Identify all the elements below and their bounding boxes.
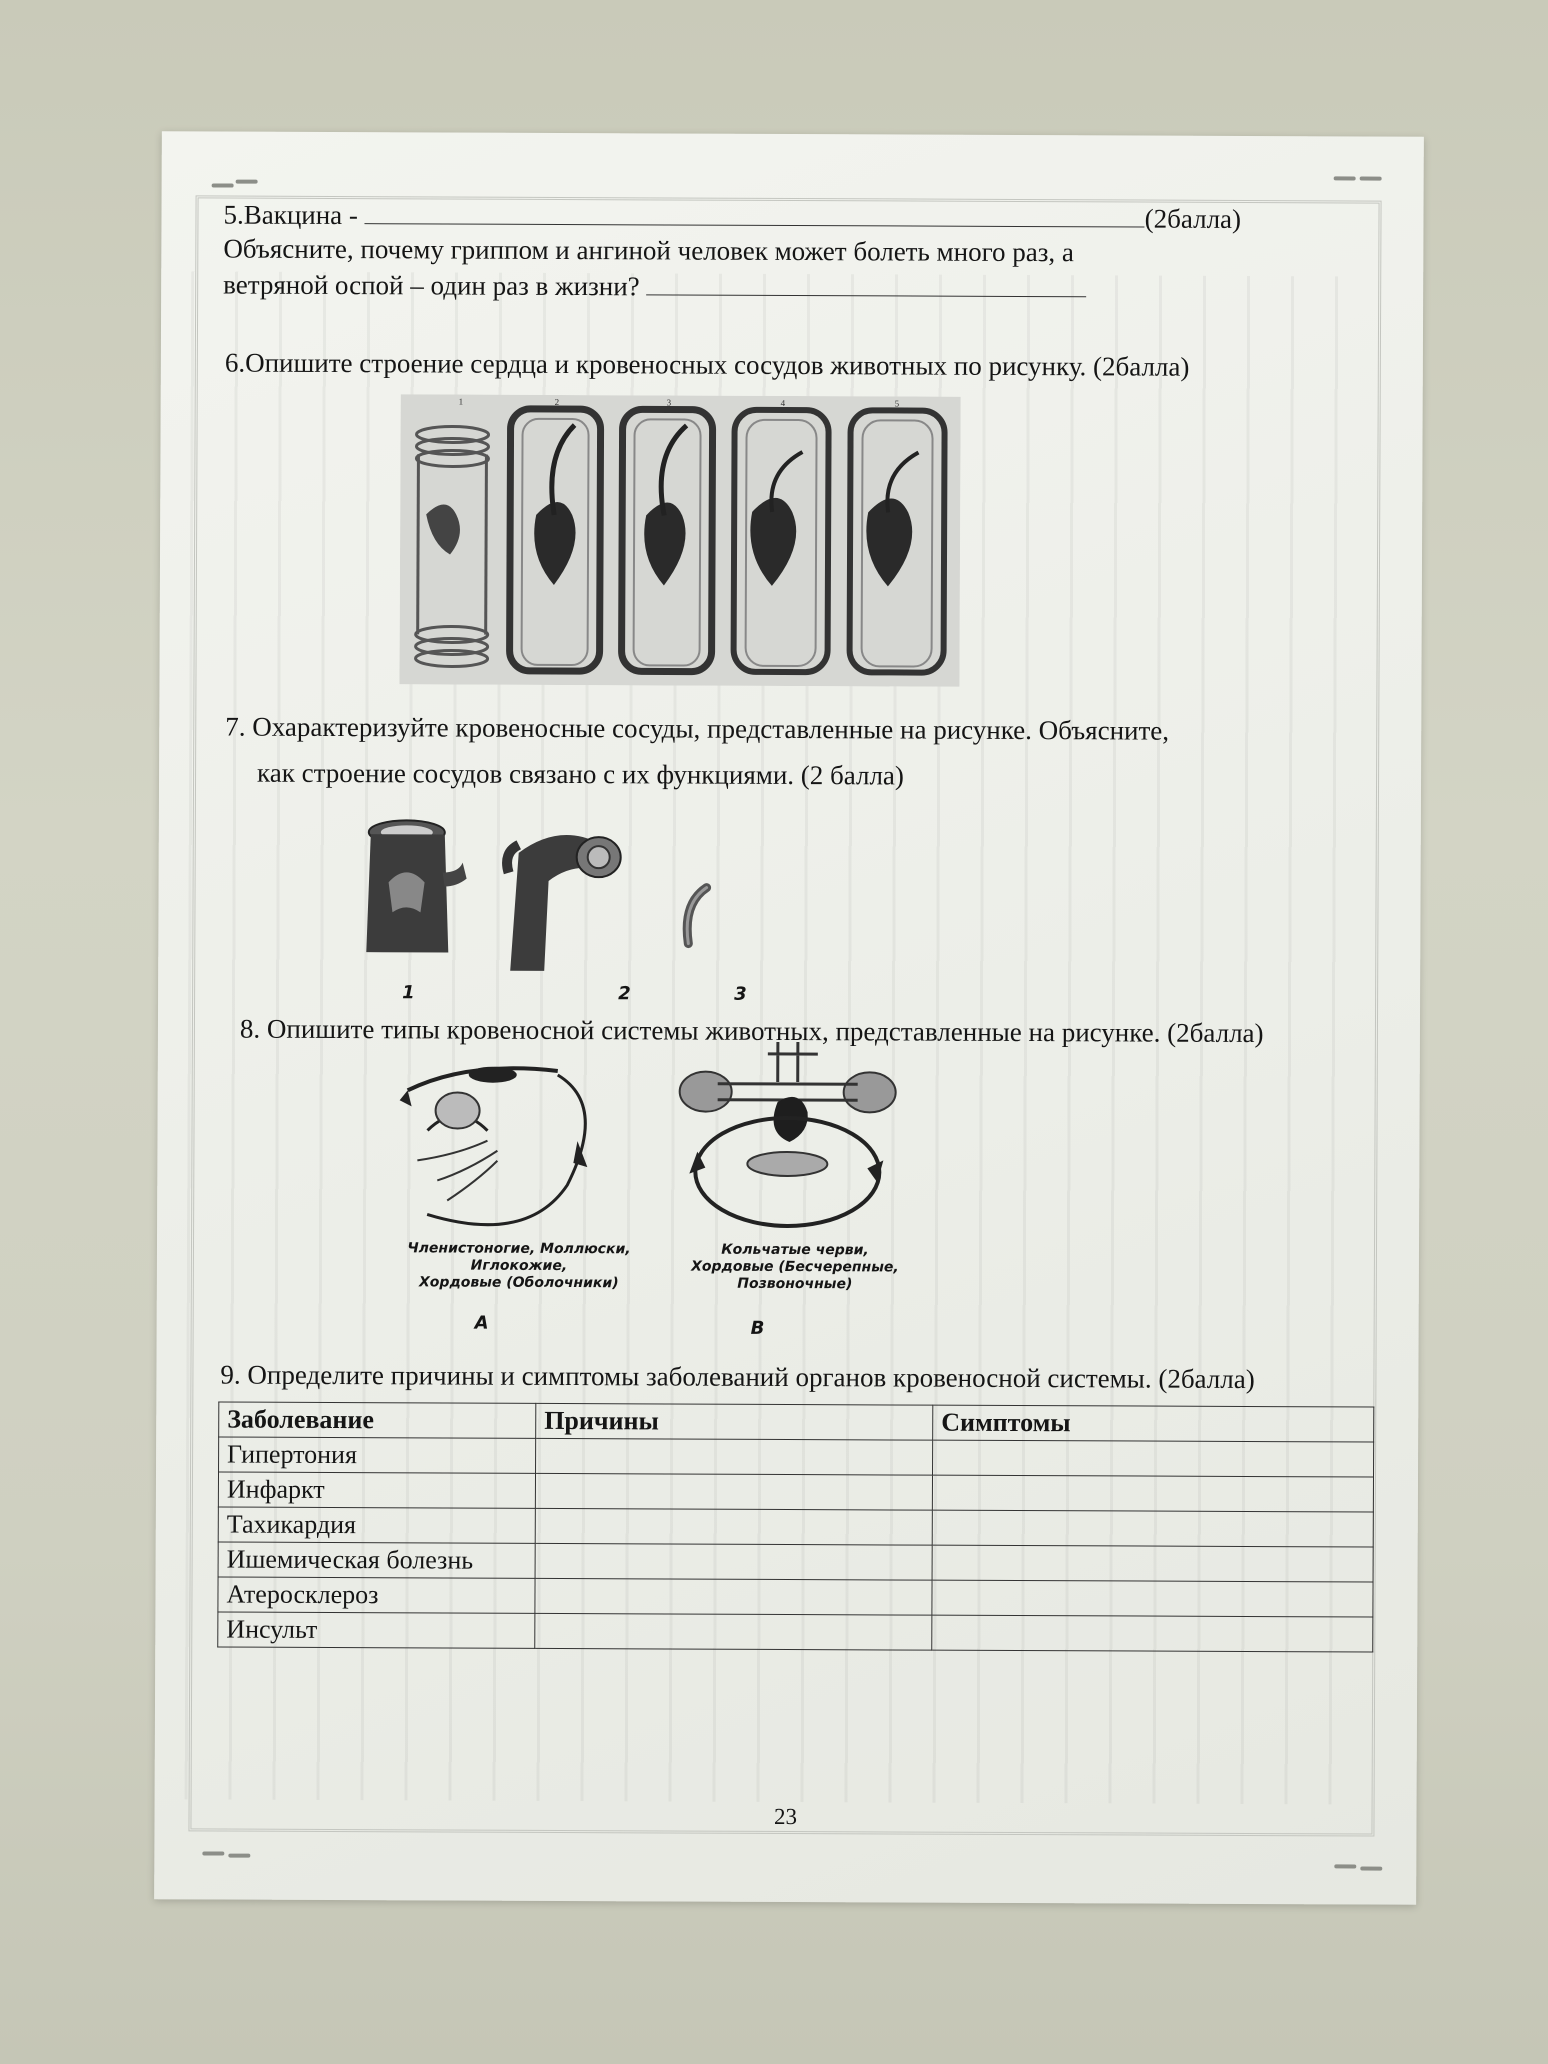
q5-line1 — [223, 198, 1241, 236]
staple-bottom-right — [1334, 1864, 1356, 1868]
vessel-2-artery — [507, 835, 621, 971]
staple-bottom-right-2 — [1360, 1867, 1382, 1871]
symptoms-cell[interactable] — [933, 1440, 1374, 1477]
symptoms-cell[interactable] — [932, 1580, 1373, 1617]
label-b: В — [750, 1317, 765, 1339]
q8-question: 8. Опишите типы кровеносной системы животных, представленные на рисунке. (2балла) — [239, 1013, 1264, 1049]
circulatory-open-figure — [377, 1050, 608, 1241]
symptoms-cell[interactable] — [932, 1545, 1373, 1582]
disease-name: Атеросклероз — [218, 1577, 535, 1613]
caption-a-line2: Иглокожие, — [470, 1257, 568, 1275]
caption-b — [677, 1242, 913, 1294]
circulatory-closed-figure — [677, 1032, 898, 1233]
blood-vessels-figure — [358, 812, 759, 984]
staple-bottom-left — [202, 1851, 224, 1855]
causes-cell[interactable] — [536, 1438, 933, 1475]
worksheet-page — [154, 131, 1424, 1904]
disease-name: Тахикардия — [218, 1507, 535, 1543]
caption-b-line2: Хордовые (Бесчерепные, — [691, 1258, 899, 1276]
symptoms-cell[interactable] — [932, 1615, 1373, 1652]
label-a: А — [474, 1312, 489, 1334]
symptoms-cell[interactable] — [932, 1475, 1373, 1512]
panel-number-4: 4 — [780, 397, 786, 408]
q5-vaccine-label: 5.Вакцина - — [223, 199, 359, 231]
q5-question: ветряной оспой – один раз в жизни? — [223, 269, 640, 302]
panel-number-1: 1 — [458, 396, 464, 407]
staple-top-right — [1334, 176, 1356, 180]
q5-answer-blank-2[interactable] — [646, 270, 1086, 297]
vessel-label-1: 1 — [402, 982, 415, 1004]
q5-line3 — [223, 268, 1086, 306]
page-number: 23 — [773, 1803, 798, 1830]
q5-points: (2балла) — [1144, 203, 1242, 234]
panel-number-5: 5 — [894, 398, 900, 409]
staple-bottom-left-2 — [228, 1854, 250, 1858]
causes-cell[interactable] — [535, 1578, 932, 1615]
caption-a-line1: Членистоногие, Моллюски, — [407, 1240, 631, 1258]
staple-top-right-2 — [1360, 176, 1382, 180]
table-row — [219, 1437, 1374, 1477]
disease-name: Инфаркт — [218, 1472, 535, 1508]
symptoms-cell[interactable] — [932, 1510, 1373, 1547]
q6-question: 6.Опишите строение сердца и кровеносных сосудов животных по рисунку. (2балла) — [224, 347, 1190, 382]
table-row — [218, 1507, 1373, 1547]
panel-number-2: 2 — [554, 396, 560, 407]
staple-top-left-2 — [236, 180, 258, 184]
vessel-label-3: 3 — [734, 983, 747, 1005]
header-disease: Заболевание — [219, 1402, 536, 1438]
heart-vessels-figure — [399, 394, 960, 686]
closed-system-svg — [677, 1032, 898, 1233]
q5-line2: Объясните, почему гриппом и ангиной человек может болеть много раз, а — [223, 233, 1074, 268]
vessel-3-capillary — [687, 888, 706, 944]
table-header-row — [219, 1402, 1374, 1442]
disease-name: Ишемическая болезнь — [218, 1542, 535, 1578]
disease-table — [217, 1402, 1374, 1653]
open-system-svg — [377, 1050, 608, 1241]
header-causes: Причины — [536, 1403, 933, 1440]
panel-number-3: 3 — [666, 397, 672, 408]
vessel-1-vein — [366, 820, 467, 952]
table-row — [218, 1542, 1373, 1582]
heart-vessels-svg — [399, 394, 960, 686]
table-row — [218, 1577, 1373, 1617]
blood-vessels-svg — [358, 812, 759, 984]
caption-b-line1: Кольчатые черви, — [721, 1241, 869, 1259]
q7-line1: 7. Охарактеризуйте кровеносные сосуды, представленные на рисунке. Объясните, — [225, 711, 1170, 746]
causes-cell[interactable] — [535, 1543, 932, 1580]
q9-question: 9. Определите причины и симптомы заболеваний органов кровеносной системы. (2балла) — [220, 1359, 1255, 1395]
vessel-label-2: 2 — [618, 983, 631, 1005]
q5-answer-blank-1[interactable] — [365, 199, 1145, 227]
caption-a — [389, 1240, 649, 1292]
caption-a-line3: Хордовые (Оболочники) — [418, 1274, 619, 1292]
q7-line2: как строение сосудов связано с их функциями. (2 балла) — [256, 757, 905, 791]
causes-cell[interactable] — [535, 1508, 932, 1545]
disease-name: Инсульт — [218, 1612, 535, 1648]
table-row — [218, 1472, 1373, 1512]
table-row — [218, 1612, 1373, 1652]
causes-cell[interactable] — [535, 1613, 932, 1650]
staple-top-left — [212, 183, 234, 187]
header-symptoms: Симптомы — [933, 1405, 1374, 1442]
caption-b-line3: Позвоночные) — [737, 1275, 853, 1293]
disease-name: Гипертония — [219, 1437, 536, 1473]
causes-cell[interactable] — [535, 1473, 932, 1510]
